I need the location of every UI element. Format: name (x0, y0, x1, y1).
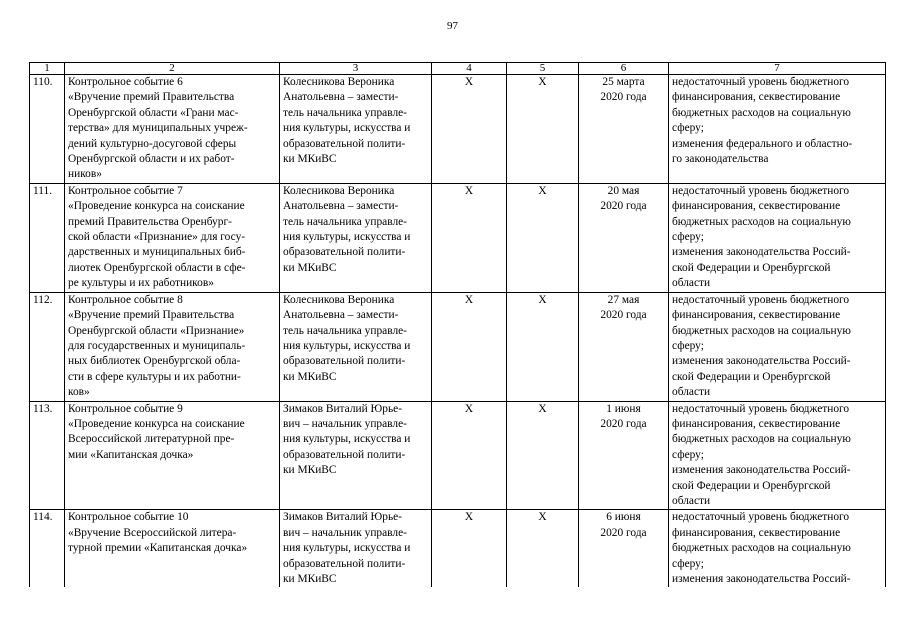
responsible-text-line: ния культуры, искусства и (283, 339, 411, 352)
responsible-text-line: тель начальника управле- (283, 324, 407, 337)
date-text-line: 2020 года (600, 200, 647, 213)
table-row (30, 183, 886, 292)
column-number-row (30, 63, 886, 75)
event-text-line: дений культурно-досуговой сферы (68, 137, 237, 150)
risks-text-line: ской Федерации и Оренбургской (672, 479, 831, 492)
column-number: 1 (30, 63, 65, 75)
risks-text-line: финансирования, секвестирование (672, 417, 841, 430)
responsible-text-line: Анатольевна – замести- (283, 91, 399, 104)
responsible-text-line: Зимаков Виталий Юрье- (283, 402, 403, 415)
risks-text-line: финансирования, секвестирование (672, 526, 841, 539)
column-5-mark: Х (538, 76, 547, 88)
column-5-cell (507, 401, 579, 510)
event-text-line: «Вручение премий Правительства (68, 91, 235, 104)
risks-text-line: изменения законодательства Россий- (672, 464, 851, 477)
date-cell (579, 75, 669, 184)
event-cell (65, 510, 280, 588)
risks-cell (669, 401, 886, 510)
risks-text-line: бюджетных расходов на социальную (672, 215, 851, 228)
event-text-line: лиотек Оренбургской области в сфе- (68, 261, 246, 274)
row-number-cell (30, 401, 65, 510)
event-text-line: ников» (68, 168, 102, 181)
risks-text-line: сферу; (672, 557, 704, 570)
event-text-line: «Проведение конкурса на соискание (68, 200, 245, 213)
event-cell (65, 183, 280, 292)
row-number: 110. (33, 76, 53, 88)
event-text-line: ных библиотек Оренбургской обла- (68, 355, 241, 368)
column-number: 4 (432, 63, 507, 75)
row-number: 112. (33, 293, 53, 306)
event-text-line: «Вручение премий Правительства (68, 309, 235, 322)
column-5-mark: Х (538, 511, 547, 524)
date-text-line: 27 мая (607, 293, 640, 306)
table-row (30, 401, 886, 510)
column-4-cell (432, 401, 507, 510)
risks-text-line: финансирования, секвестирование (672, 200, 841, 213)
row-number-cell (30, 183, 65, 292)
event-cell (65, 292, 280, 401)
risks-text-line: го законодательства (672, 153, 769, 166)
event-text-line: ской области «Признание» для госу- (68, 231, 246, 244)
risks-text-line: области (672, 277, 711, 290)
date-text-line: 25 марта (602, 76, 645, 88)
column-4-mark: Х (464, 293, 474, 306)
risks-text-line: бюджетных расходов на социальную (672, 324, 851, 337)
risks-text-line: бюджетных расходов на социальную (672, 542, 851, 555)
responsible-text-line: тель начальника управле- (283, 215, 407, 228)
event-text-line: премий Правительства Оренбург- (68, 215, 232, 228)
column-4-cell (432, 183, 507, 292)
row-number: 113. (33, 402, 53, 415)
column-4-mark: Х (464, 511, 474, 524)
risks-text-line: сферу; (672, 122, 704, 135)
event-text-line: Оренбургской области «Признание» (68, 324, 245, 337)
responsible-text-line: ки МКиВС (283, 464, 337, 477)
column-number: 5 (507, 63, 579, 75)
event-text-line: Контрольное событие 10 (68, 511, 189, 524)
column-number: 2 (65, 63, 280, 75)
risks-text-line: изменения законодательства Россий- (672, 246, 851, 259)
column-number: 3 (280, 63, 432, 75)
column-5-mark: Х (538, 293, 547, 306)
column-5-cell (507, 183, 579, 292)
risks-text-line: изменения законодательства Россий- (672, 355, 851, 368)
column-number: 7 (669, 63, 886, 75)
column-4-cell (432, 75, 507, 184)
responsible-text-line: образовательной полити- (283, 137, 406, 150)
risks-text-line: сферу; (672, 448, 704, 461)
event-text-line: Контрольное событие 6 (68, 76, 183, 88)
responsible-text-line: тель начальника управле- (283, 106, 407, 119)
risks-text-line: недостаточный уровень бюджетного (672, 293, 850, 306)
event-text-line: «Вручение Всероссийской литера- (68, 526, 237, 539)
date-text-line: 1 июня (606, 402, 641, 415)
event-text-line: Контрольное событие 8 (68, 293, 183, 306)
risks-text-line: изменения законодательства Россий- (672, 573, 851, 585)
responsible-text-line: Колесникова Вероника (283, 184, 395, 197)
event-cell (65, 401, 280, 510)
responsible-text-line: вич – начальник управле- (283, 417, 407, 430)
date-text-line: 6 июня (606, 511, 641, 524)
responsible-text-line: Колесникова Вероника (283, 293, 395, 306)
event-text-line: Всероссийской литературной пре- (68, 433, 235, 446)
event-text-line: Оренбургской области и их работ- (68, 153, 235, 166)
risks-text-line: финансирования, секвестирование (672, 91, 841, 104)
event-text-line: Оренбургской области «Грани мас- (68, 106, 239, 119)
event-text-line: Контрольное событие 9 (68, 402, 183, 415)
row-number-cell (30, 292, 65, 401)
event-cell (65, 75, 280, 184)
row-number-cell (30, 510, 65, 588)
risks-text-line: недостаточный уровень бюджетного (672, 76, 850, 88)
event-text-line: для государственных и муниципаль- (68, 339, 246, 352)
risks-text-line: недостаточный уровень бюджетного (672, 511, 850, 524)
responsible-text-line: ния культуры, искусства и (283, 122, 411, 135)
table-row (30, 292, 886, 401)
risks-text-line: области (672, 494, 711, 507)
responsible-cell (280, 292, 432, 401)
column-5-cell (507, 510, 579, 588)
column-4-cell (432, 510, 507, 588)
risks-text-line: бюджетных расходов на социальную (672, 433, 851, 446)
column-5-cell (507, 75, 579, 184)
event-text-line: ков» (68, 386, 90, 399)
date-text-line: 2020 года (600, 417, 647, 430)
risks-text-line: изменения федерального и областно- (672, 137, 853, 150)
risks-text-line: области (672, 386, 711, 399)
responsible-text-line: ки МКиВС (283, 370, 337, 383)
responsible-text-line: образовательной полити- (283, 557, 406, 570)
risks-text-line: финансирования, секвестирование (672, 309, 841, 322)
column-4-cell (432, 292, 507, 401)
date-cell (579, 292, 669, 401)
column-4-mark: Х (464, 402, 474, 415)
column-4-mark: Х (464, 184, 474, 197)
column-5-mark: Х (538, 184, 547, 197)
risks-cell (669, 183, 886, 292)
responsible-text-line: ния культуры, искусства и (283, 231, 411, 244)
event-text-line: мии «Капитанская дочка» (68, 448, 194, 461)
responsible-cell (280, 401, 432, 510)
event-text-line: «Проведение конкурса на соискание (68, 417, 245, 430)
date-text-line: 2020 года (600, 91, 647, 104)
risks-cell (669, 292, 886, 401)
column-5-mark: Х (538, 402, 547, 415)
responsible-cell (280, 183, 432, 292)
date-text-line: 20 мая (607, 184, 640, 197)
risks-text-line: сферу; (672, 231, 704, 244)
table-row (30, 510, 886, 588)
responsible-text-line: ния культуры, искусства и (283, 433, 411, 446)
risks-text-line: ской Федерации и Оренбургской (672, 370, 831, 383)
responsible-text-line: образовательной полити- (283, 246, 406, 259)
responsible-text-line: Колесникова Вероника (283, 76, 395, 88)
responsible-text-line: вич – начальник управле- (283, 526, 407, 539)
risks-text-line: недостаточный уровень бюджетного (672, 184, 850, 197)
responsible-cell (280, 510, 432, 588)
row-number: 111. (33, 184, 53, 197)
column-4-mark: Х (464, 76, 474, 88)
event-text-line: ре культуры и их работников» (68, 277, 214, 290)
row-number: 114. (33, 511, 53, 524)
date-text-line: 2020 года (600, 309, 647, 322)
table-row (30, 75, 886, 184)
risks-text-line: недостаточный уровень бюджетного (672, 402, 850, 415)
page-number: 97 (447, 20, 458, 32)
responsible-cell (280, 75, 432, 184)
row-number-cell (30, 75, 65, 184)
date-cell (579, 510, 669, 588)
responsible-text-line: ки МКиВС (283, 153, 337, 166)
event-text-line: Контрольное событие 7 (68, 184, 183, 197)
risks-text-line: ской Федерации и Оренбургской (672, 261, 831, 274)
responsible-text-line: Зимаков Виталий Юрье- (283, 511, 403, 524)
control-events-table (29, 62, 886, 587)
date-cell (579, 183, 669, 292)
date-text-line: 2020 года (600, 526, 647, 539)
risks-cell (669, 75, 886, 184)
event-text-line: турной премии «Капитанская дочка» (68, 542, 248, 555)
event-text-line: дарственных и муниципальных биб- (68, 246, 246, 259)
responsible-text-line: Анатольевна – замести- (283, 200, 399, 213)
event-text-line: терства» для муниципальных учреж- (68, 122, 248, 135)
responsible-text-line: ки МКиВС (283, 261, 337, 274)
column-5-cell (507, 292, 579, 401)
responsible-text-line: образовательной полити- (283, 448, 406, 461)
responsible-text-line: Анатольевна – замести- (283, 309, 399, 322)
risks-text-line: бюджетных расходов на социальную (672, 106, 851, 119)
risks-cell (669, 510, 886, 588)
date-cell (579, 401, 669, 510)
responsible-text-line: ки МКиВС (283, 573, 337, 585)
responsible-text-line: образовательной полити- (283, 355, 406, 368)
column-number: 6 (579, 63, 669, 75)
event-text-line: сти в сфере культуры и их работни- (68, 370, 241, 383)
responsible-text-line: ния культуры, искусства и (283, 542, 411, 555)
risks-text-line: сферу; (672, 339, 704, 352)
